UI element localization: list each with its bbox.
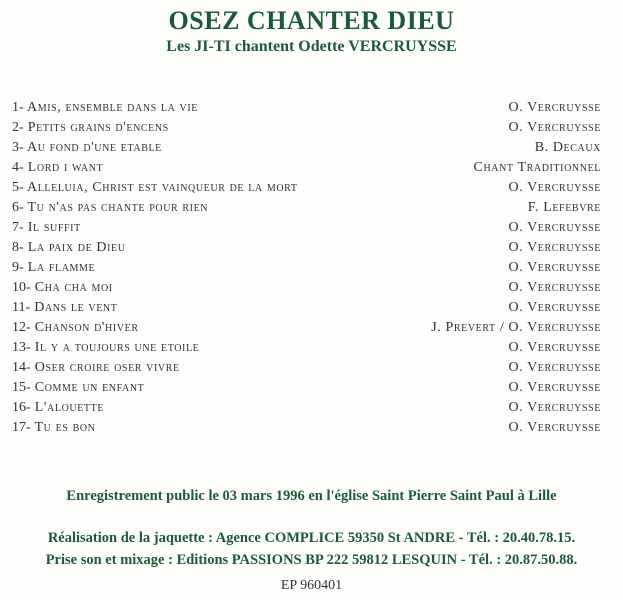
track-title-group (12, 258, 95, 278)
track-row (12, 378, 601, 398)
track-composer: O. Vercruysse (508, 100, 601, 115)
track-title: Amis, ensemble dans la vie (27, 100, 198, 115)
track-number: 9- (12, 260, 24, 275)
track-composer: O. Vercruysse (508, 340, 601, 355)
track-composer: O. Vercruysse (508, 420, 601, 435)
track-title-group (12, 378, 144, 398)
track-composer: F. Lefebvre (527, 200, 601, 215)
track-title: Tu n'as pas chante pour rien (27, 200, 209, 215)
album-subtitle: Les JI-TI chantent Odette VERCRUYSSE (166, 38, 457, 55)
track-title-group (12, 418, 96, 438)
track-row (12, 418, 601, 438)
track-title-group (12, 358, 180, 378)
track-number: 17- (12, 420, 31, 435)
track-number: 10- (12, 280, 31, 295)
track-row (12, 98, 601, 118)
track-title-group (12, 278, 113, 298)
track-number: 6- (12, 200, 24, 215)
track-row (12, 278, 601, 298)
track-number: 2- (12, 120, 24, 135)
track-title-group (12, 338, 199, 358)
track-row (12, 118, 601, 138)
track-number: 12- (12, 320, 31, 335)
track-title: La paix de Dieu (27, 240, 126, 255)
track-title-group (12, 118, 169, 138)
track-number: 4- (12, 160, 24, 175)
track-composer: O. Vercruysse (508, 380, 601, 395)
track-composer: J. Prevert / O. Vercruysse (431, 320, 601, 335)
track-composer: O. Vercruysse (508, 260, 601, 275)
track-row (12, 178, 601, 198)
track-title-group (12, 98, 198, 118)
track-number: 16- (12, 400, 31, 415)
track-title: Il suffit (27, 220, 81, 235)
track-composer: Chant Traditionnel (473, 160, 601, 175)
track-title-group (12, 218, 81, 238)
track-title-group (12, 318, 139, 338)
track-row (12, 138, 601, 158)
track-composer: O. Vercruysse (508, 300, 601, 315)
track-title-group (12, 158, 103, 178)
track-composer: B. Decaux (534, 140, 601, 155)
track-number: 1- (12, 100, 24, 115)
credit-cover-design: Réalisation de la jaquette : Agence COMPLICE 59350 St ANDRE - Tél. : 20.40.78.15. (47, 530, 576, 546)
track-row (12, 318, 601, 338)
track-title-group (12, 398, 104, 418)
track-title: Cha cha moi (34, 280, 113, 295)
track-title: Chanson d'hiver (34, 320, 139, 335)
track-title: Il y a toujours une etoile (34, 340, 200, 355)
track-row (12, 158, 601, 178)
track-number: 13- (12, 340, 31, 355)
catalog-number: EP 960401 (280, 578, 343, 593)
track-composer: O. Vercruysse (508, 220, 601, 235)
track-number: 15- (12, 380, 31, 395)
track-number: 11- (12, 300, 31, 315)
track-number: 14- (12, 360, 31, 375)
track-row (12, 298, 601, 318)
track-title: Dans le vent (34, 300, 118, 315)
track-title-group (12, 138, 162, 158)
track-title-group (12, 238, 126, 258)
track-composer: O. Vercruysse (508, 360, 601, 375)
track-number: 3- (12, 140, 24, 155)
track-list (12, 98, 601, 438)
track-title: La flamme (27, 260, 96, 275)
track-row (12, 358, 601, 378)
track-title: L'alouette (34, 400, 105, 415)
track-title: Oser croire oser vivre (34, 360, 180, 375)
track-composer: O. Vercruysse (508, 240, 601, 255)
track-title-group (12, 198, 208, 218)
track-row (12, 238, 601, 258)
track-row (12, 398, 601, 418)
credit-sound-mixing: Prise son et mixage : Editions PASSIONS BP 222 59812 LESQUIN - Tél. : 20.87.50.88. (45, 552, 578, 568)
track-title-group (12, 178, 298, 198)
track-composer: O. Vercruysse (508, 180, 601, 195)
track-title: Petits grains d'encens (27, 120, 169, 135)
track-row (12, 338, 601, 358)
recording-note: Enregistrement public le 03 mars 1996 en l'église Saint Pierre Saint Paul à Lille (66, 488, 557, 504)
track-number: 5- (12, 180, 24, 195)
track-composer: O. Vercruysse (508, 280, 601, 295)
track-title: Lord i want (27, 160, 104, 175)
track-number: 8- (12, 240, 24, 255)
track-title-group (12, 298, 117, 318)
track-composer: O. Vercruysse (508, 120, 601, 135)
track-row (12, 218, 601, 238)
track-title: Alleluia, Christ est vainqueur de la mort (27, 180, 298, 195)
album-title: OSEZ CHANTER DIEU (168, 6, 455, 35)
track-row (12, 258, 601, 278)
track-composer: O. Vercruysse (508, 400, 601, 415)
track-number: 7- (12, 220, 24, 235)
track-title: Tu es bon (34, 420, 96, 435)
track-row (12, 198, 601, 218)
track-title: Comme un enfant (34, 380, 145, 395)
track-title: Au fond d'une etable (27, 140, 162, 155)
